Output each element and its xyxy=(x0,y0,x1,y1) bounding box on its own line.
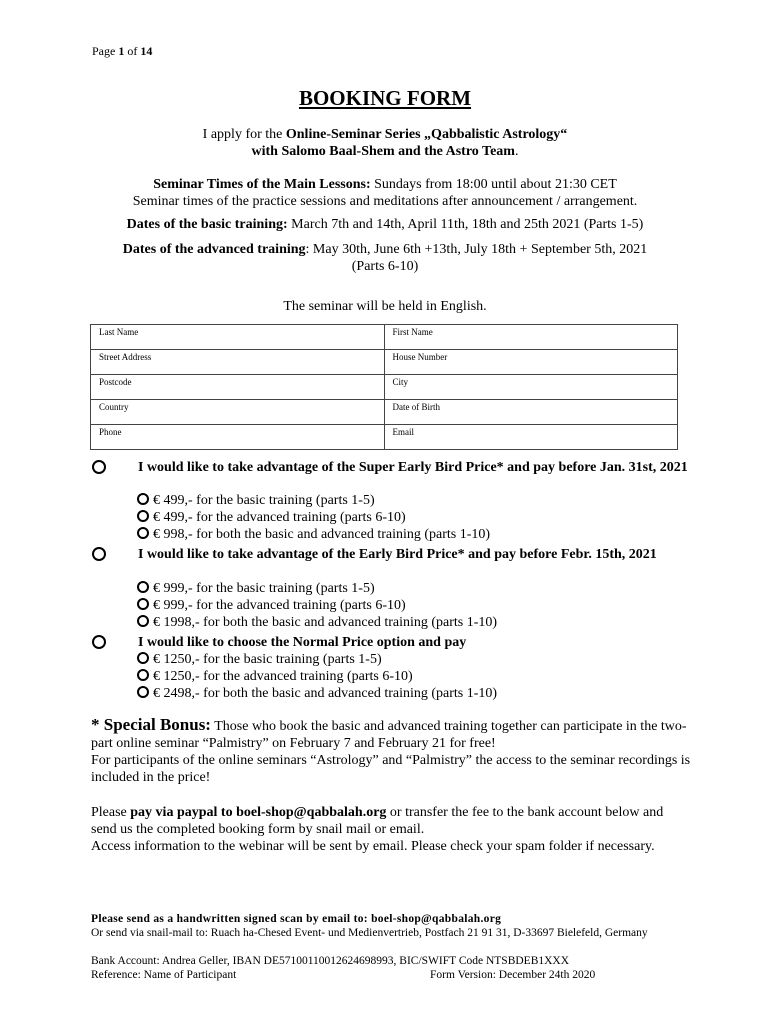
radio-icon[interactable] xyxy=(137,652,149,664)
normal-price-radio[interactable] xyxy=(92,635,106,649)
intro-line-2: with Salomo Baal-Shem and the Astro Team. xyxy=(251,144,519,159)
radio-icon[interactable] xyxy=(137,615,149,627)
postcode-field[interactable]: Postcode xyxy=(91,375,385,400)
normal-price-heading: I would like to choose the Normal Price option and pay xyxy=(138,635,467,650)
footer-form-version: Form Version: December 24th 2020 xyxy=(430,969,596,981)
phone-field[interactable]: Phone xyxy=(91,425,385,450)
early-bird-radio[interactable] xyxy=(92,547,106,561)
price-option[interactable]: € 1250,- for the basic training (parts 1-5) xyxy=(137,651,382,668)
super-early-bird-heading: I would like to take advantage of the Super Early Bird Price* and pay before Jan. 31st, 2021 xyxy=(138,460,688,475)
price-option[interactable]: € 998,- for both the basic and advanced training (parts 1-10) xyxy=(137,526,490,543)
radio-icon[interactable] xyxy=(137,669,149,681)
payment-instructions: Please pay via paypal to boel-shop@qabbalah.org or transfer the fee to the bank account below and send us the completed booking form by snail mail or email. xyxy=(91,805,664,837)
access-info: Access information to the webinar will be sent by email. Please check your spam folder if necessary. xyxy=(91,839,655,854)
radio-icon[interactable] xyxy=(137,598,149,610)
footer-scan-note: Please send as a handwritten signed scan by email to: boel-shop@qabbalah.org xyxy=(91,913,502,925)
street-address-field[interactable]: Street Address xyxy=(91,350,385,375)
radio-icon[interactable] xyxy=(137,493,149,505)
country-field[interactable]: Country xyxy=(91,400,385,425)
city-field[interactable]: City xyxy=(384,375,678,400)
price-option[interactable]: € 499,- for the basic training (parts 1-5) xyxy=(137,492,375,509)
seminar-times: Seminar Times of the Main Lessons: Sundays from 18:00 until about 21:30 CET xyxy=(153,177,617,192)
early-bird-heading: I would like to take advantage of the Early Bird Price* and pay before Febr. 15th, 2021 xyxy=(138,547,657,562)
practice-times: Seminar times of the practice sessions and meditations after announcement / arrangement. xyxy=(132,194,638,209)
first-name-field[interactable]: First Name xyxy=(384,325,678,350)
price-option[interactable]: € 1998,- for both the basic and advanced training (parts 1-10) xyxy=(137,614,497,631)
intro-line-1: I apply for the Online-Seminar Series „Qabbalistic Astrology“ xyxy=(202,127,568,142)
radio-icon[interactable] xyxy=(137,510,149,522)
email-field[interactable]: Email xyxy=(384,425,678,450)
page-number: Page 1 of 14 xyxy=(92,44,153,58)
personal-details-table xyxy=(90,324,678,450)
price-option[interactable]: € 499,- for the advanced training (parts 6-10) xyxy=(137,509,406,526)
basic-training-dates: Dates of the basic training: March 7th and 14th, April 11th, 18th and 25th 2021 (Parts 1-5) xyxy=(126,217,644,232)
radio-icon[interactable] xyxy=(137,581,149,593)
radio-icon[interactable] xyxy=(137,686,149,698)
price-option[interactable]: € 999,- for the advanced training (parts 6-10) xyxy=(137,597,406,614)
house-number-field[interactable]: House Number xyxy=(384,350,678,375)
footer-snail-mail: Or send via snail-mail to: Ruach ha-Chesed Event- und Medienvertrieb, Postfach 21 91 31, D-33697 Bielefeld, Germany xyxy=(91,927,648,939)
price-option[interactable]: € 1250,- for the advanced training (parts 6-10) xyxy=(137,668,413,685)
super-early-bird-radio[interactable] xyxy=(92,460,106,474)
footer-bank-account: Bank Account: Andrea Geller, IBAN DE57100110012624698993, BIC/SWIFT Code NTSBDEB1XXX xyxy=(91,955,570,967)
last-name-field[interactable]: Last Name xyxy=(91,325,385,350)
advanced-training-parts: (Parts 6-10) xyxy=(351,259,419,274)
price-option[interactable]: € 999,- for the basic training (parts 1-5) xyxy=(137,580,375,597)
special-bonus: * Special Bonus: Those who book the basic and advanced training together can participate in the two-part online seminar “Palmistry” on February 7 and February 21 for free! xyxy=(91,715,687,751)
recordings-note: For participants of the online seminars “Astrology” and “Palmistry” the access to the seminar recordings is included in the price! xyxy=(91,753,691,785)
page-title: BOOKING FORM xyxy=(298,86,472,110)
advanced-training-dates: Dates of the advanced training: May 30th, June 6th +13th, July 18th + September 5th, 2021 xyxy=(122,242,648,257)
date-of-birth-field[interactable]: Date of Birth xyxy=(384,400,678,425)
price-option[interactable]: € 2498,- for both the basic and advanced training (parts 1-10) xyxy=(137,685,497,702)
radio-icon[interactable] xyxy=(137,527,149,539)
footer-reference: Reference: Name of Participant xyxy=(91,969,237,981)
language-note: The seminar will be held in English. xyxy=(283,299,487,314)
